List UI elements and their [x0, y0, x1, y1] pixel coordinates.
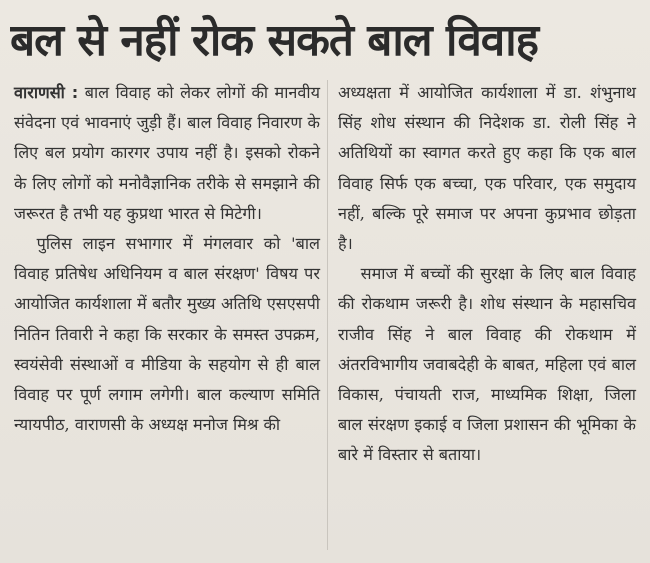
article-headline: बल से नहीं रोक सकते बाल विवाह [10, 15, 539, 66]
dateline: वाराणसी : [14, 83, 79, 102]
left-column [14, 78, 320, 440]
left-paragraph-2: पुलिस लाइन सभागार में मंगलवार को 'बाल विवाह प्रतिषेध अधिनियम व बाल संरक्षण' विषय पर आयोजित कार्यशाला में बतौर मुख्य अतिथि एसएसपी नितिन तिवारी ने कहा कि सरकार के समस्त उपक्रम, स्वयंसेवी संस्थाओं व मीडिया के सहयोग से ही बाल विवाह पर पूर्ण लगाम लगेगी। बाल कल्याण समिति न्यायपीठ, वाराणसी के अध्यक्ष मनोज मिश्र की [14, 234, 320, 435]
left-paragraph-1 [14, 78, 320, 229]
right-paragraph-2: समाज में बच्चों की सुरक्षा के लिए बाल विवाह की रोकथाम जरूरी है। शोध संस्थान के महासचिव राजीव सिंह ने बाल विवाह की रोकथाम में अंतरविभागीय जवाबदेही के बाबत, महिला एवं बाल विकास, पंचायती राज, माध्यमिक शिक्षा, जिला बाल संरक्षण इकाई व जिला प्रशासन की भूमिका के बारे में विस्तार से बताया। [338, 264, 636, 465]
right-column [338, 78, 636, 471]
column-divider [327, 80, 328, 550]
left-paragraph-1-text: बाल विवाह को लेकर लोगों की मानवीय संवेदना एवं भावनाएं जुड़ी हैं। बाल विवाह निवारण के लिए बल प्रयोग कारगर उपाय नहीं है। इसको रोकने के लिए लोगों को मनोवैज्ञानिक तरीके से समझाने की जरूरत है तभी यह कुप्रथा भारत से मिटेगी। [14, 83, 320, 223]
right-paragraph-1: अध्यक्षता में आयोजित कार्यशाला में डा. शंभुनाथ सिंह शोध संस्थान की निदेशक डा. रोली सिंह ने अतिथियों का स्वागत करते हुए कहा कि एक बाल विवाह सिर्फ एक बच्चा, एक परिवार, एक समुदाय नहीं, बल्कि पूरे समाज पर अपना कुप्रभाव छोड़ता है। [338, 83, 636, 254]
